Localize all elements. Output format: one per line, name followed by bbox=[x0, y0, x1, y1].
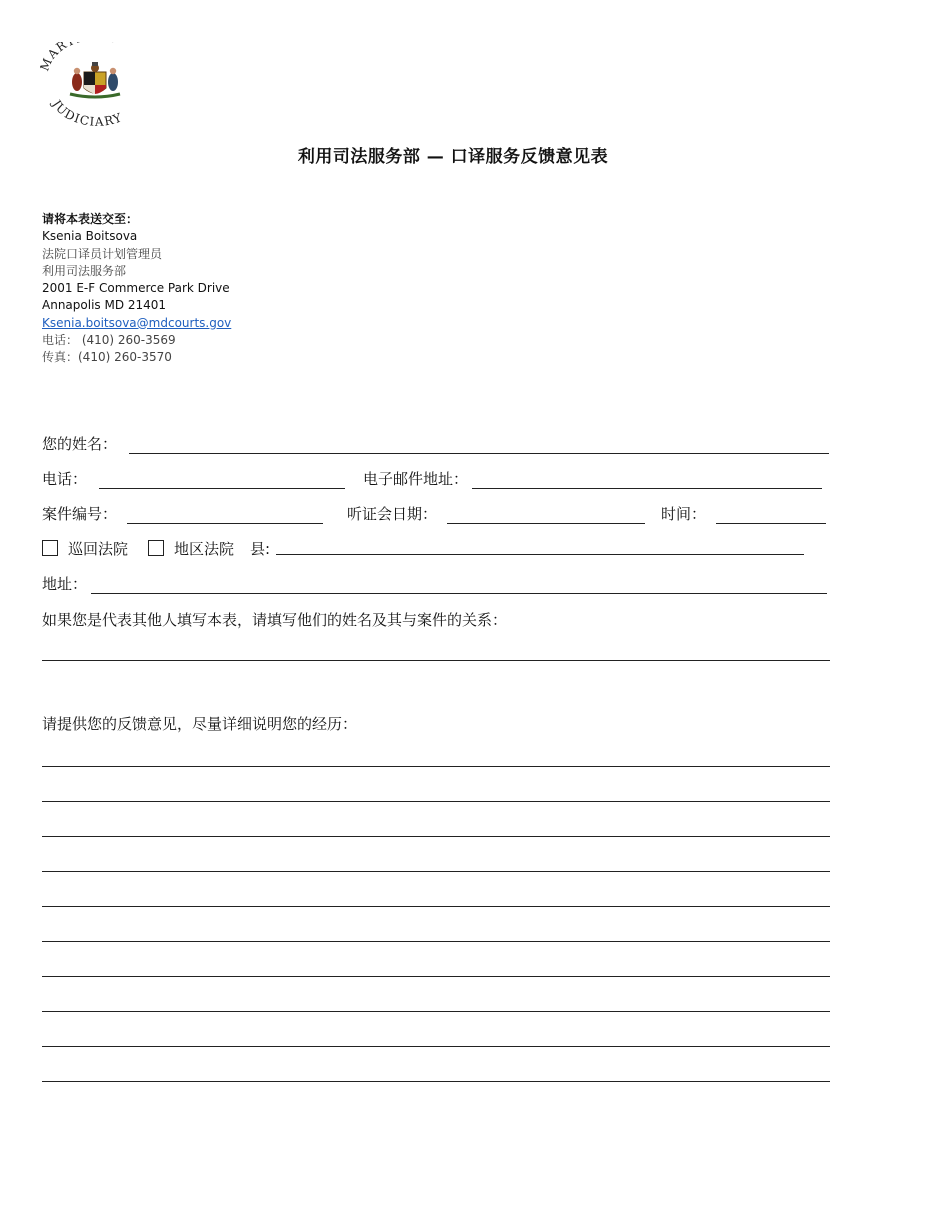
feedback-line-1[interactable] bbox=[42, 766, 830, 767]
address-field[interactable] bbox=[91, 577, 827, 594]
feedback-line-3[interactable] bbox=[42, 836, 830, 837]
feedback-prompt: 请提供您的反馈意见，尽量详细说明您的经历： bbox=[42, 715, 358, 733]
page-title: 利用司法服务部 — 口译服务反馈意见表 bbox=[297, 147, 609, 167]
maryland-judiciary-logo bbox=[40, 42, 152, 130]
name-field[interactable] bbox=[129, 437, 829, 454]
case-row bbox=[42, 502, 826, 524]
contact-city: Annapolis MD 21401 bbox=[42, 298, 167, 313]
feedback-line-10[interactable] bbox=[42, 1081, 830, 1082]
district-court-checkbox[interactable] bbox=[148, 540, 164, 556]
hearing-date-label: 听证会日期： bbox=[347, 505, 438, 523]
circuit-court-label: 巡回法院 bbox=[68, 539, 129, 558]
circuit-court-checkbox[interactable] bbox=[42, 540, 58, 556]
phone-label: 电话： bbox=[42, 470, 88, 488]
on-behalf-field[interactable] bbox=[42, 660, 830, 661]
svg-text:MARYLAND bbox=[40, 42, 120, 73]
email-field[interactable] bbox=[472, 472, 822, 489]
time-field[interactable] bbox=[716, 507, 826, 524]
feedback-line-4[interactable] bbox=[42, 871, 830, 872]
contact-street: 2001 E-F Commerce Park Drive bbox=[42, 281, 230, 296]
send-to-label: 请将本表送交至： bbox=[42, 212, 139, 226]
time-label: 时间： bbox=[661, 505, 707, 523]
feedback-line-9[interactable] bbox=[42, 1046, 830, 1047]
address-label: 地址： bbox=[42, 575, 88, 593]
feedback-line-6[interactable] bbox=[42, 941, 830, 942]
feedback-line-8[interactable] bbox=[42, 1011, 830, 1012]
name-row bbox=[42, 432, 829, 454]
hearing-date-field[interactable] bbox=[447, 507, 645, 524]
court-row bbox=[42, 537, 804, 559]
case-number-field[interactable] bbox=[127, 507, 323, 524]
seal-icon bbox=[40, 42, 152, 130]
feedback-line-5[interactable] bbox=[42, 906, 830, 907]
contact-role: 法院口译员计划管理员 bbox=[42, 246, 163, 261]
email-label: 电子邮件地址： bbox=[363, 470, 469, 488]
on-behalf-prompt: 如果您是代表其他人填写本表，请填写他们的姓名及其与案件的关系： bbox=[42, 611, 508, 629]
feedback-line-2[interactable] bbox=[42, 801, 830, 802]
feedback-line-7[interactable] bbox=[42, 976, 830, 977]
contact-fax: 传真：(410) 260-3570 bbox=[42, 350, 172, 365]
county-field[interactable] bbox=[276, 542, 804, 555]
phone-field[interactable] bbox=[99, 472, 345, 489]
phone-email-row bbox=[42, 467, 822, 489]
contact-name: Ksenia Boitsova bbox=[42, 229, 138, 244]
contact-block bbox=[42, 211, 231, 367]
name-label: 您的姓名： bbox=[42, 435, 118, 453]
contact-phone: 电话： (410) 260-3569 bbox=[42, 333, 176, 348]
county-label: 县: bbox=[250, 539, 271, 558]
district-court-label: 地区法院 bbox=[174, 539, 235, 558]
svg-text:JUDICIARY bbox=[48, 96, 124, 129]
contact-email-link[interactable]: Ksenia.boitsova@mdcourts.gov bbox=[42, 315, 232, 330]
logo-top-text: AR bbox=[44, 42, 70, 62]
case-number-label: 案件编号： bbox=[42, 505, 118, 523]
address-row bbox=[42, 572, 827, 594]
logo-bottom-text: JUDICIARY bbox=[49, 97, 125, 129]
contact-department: 利用司法服务部 bbox=[42, 263, 127, 278]
